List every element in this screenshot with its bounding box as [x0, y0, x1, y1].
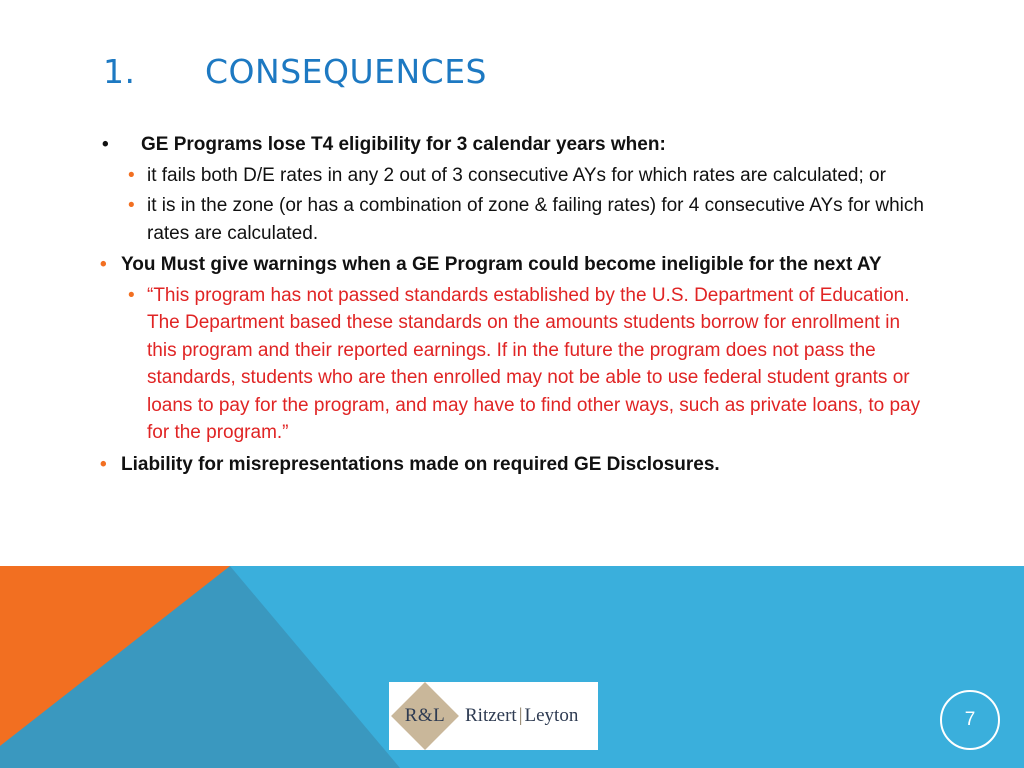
list-item	[100, 282, 930, 447]
bullet-marker: •	[100, 453, 107, 475]
bullet-marker: •	[102, 134, 109, 155]
logo-wordmark	[461, 705, 578, 727]
list-item	[100, 451, 930, 479]
list-item	[100, 192, 930, 247]
logo-first-name: Ritzert	[465, 705, 517, 726]
bullet-text: it fails both D/E rates in any 2 out of 3 consecutive AYs for which rates are calculated; or	[147, 164, 886, 186]
bullet-marker: •	[128, 164, 135, 186]
logo-separator: |	[518, 705, 523, 726]
slide-title	[103, 52, 487, 91]
bullet-marker: •	[100, 254, 107, 275]
list-item	[100, 131, 930, 159]
bullet-text: You Must give warnings when a GE Program could become ineligible for the next AY	[121, 254, 882, 275]
bullet-marker: •	[128, 195, 135, 216]
title-text: CONSEQUENCES	[205, 52, 488, 91]
list-item	[100, 162, 930, 190]
bullet-list	[100, 131, 930, 478]
title-number: 1.	[103, 52, 136, 91]
page-number: 7	[940, 690, 1000, 750]
bullet-text: GE Programs lose T4 eligibility for 3 calendar years when:	[141, 134, 666, 155]
logo-emblem	[389, 682, 461, 750]
bullet-text: it is in the zone (or has a combination of zone & failing rates) for 4 consecutive AYs for which rates are calculated.	[147, 195, 924, 244]
quote-text: “This program has not passed standards established by the U.S. Department of Education. The Department based these standards on the amounts students borrow for enrollment in this program and their reported earnings. If in the future the program does not pass the standards, students who are then enrolled may not be able to use federal student grants or loans to pay for the program, and may have to find other ways, such as private loans, to pay for the program.”	[147, 284, 921, 443]
bullet-text: Liability for misrepresentations made on required GE Disclosures.	[121, 453, 720, 475]
list-item	[100, 251, 930, 279]
logo-monogram: R&L	[404, 705, 446, 726]
bullet-marker: •	[128, 284, 135, 306]
logo-second-name: Leyton	[524, 705, 579, 726]
company-logo	[389, 682, 598, 750]
